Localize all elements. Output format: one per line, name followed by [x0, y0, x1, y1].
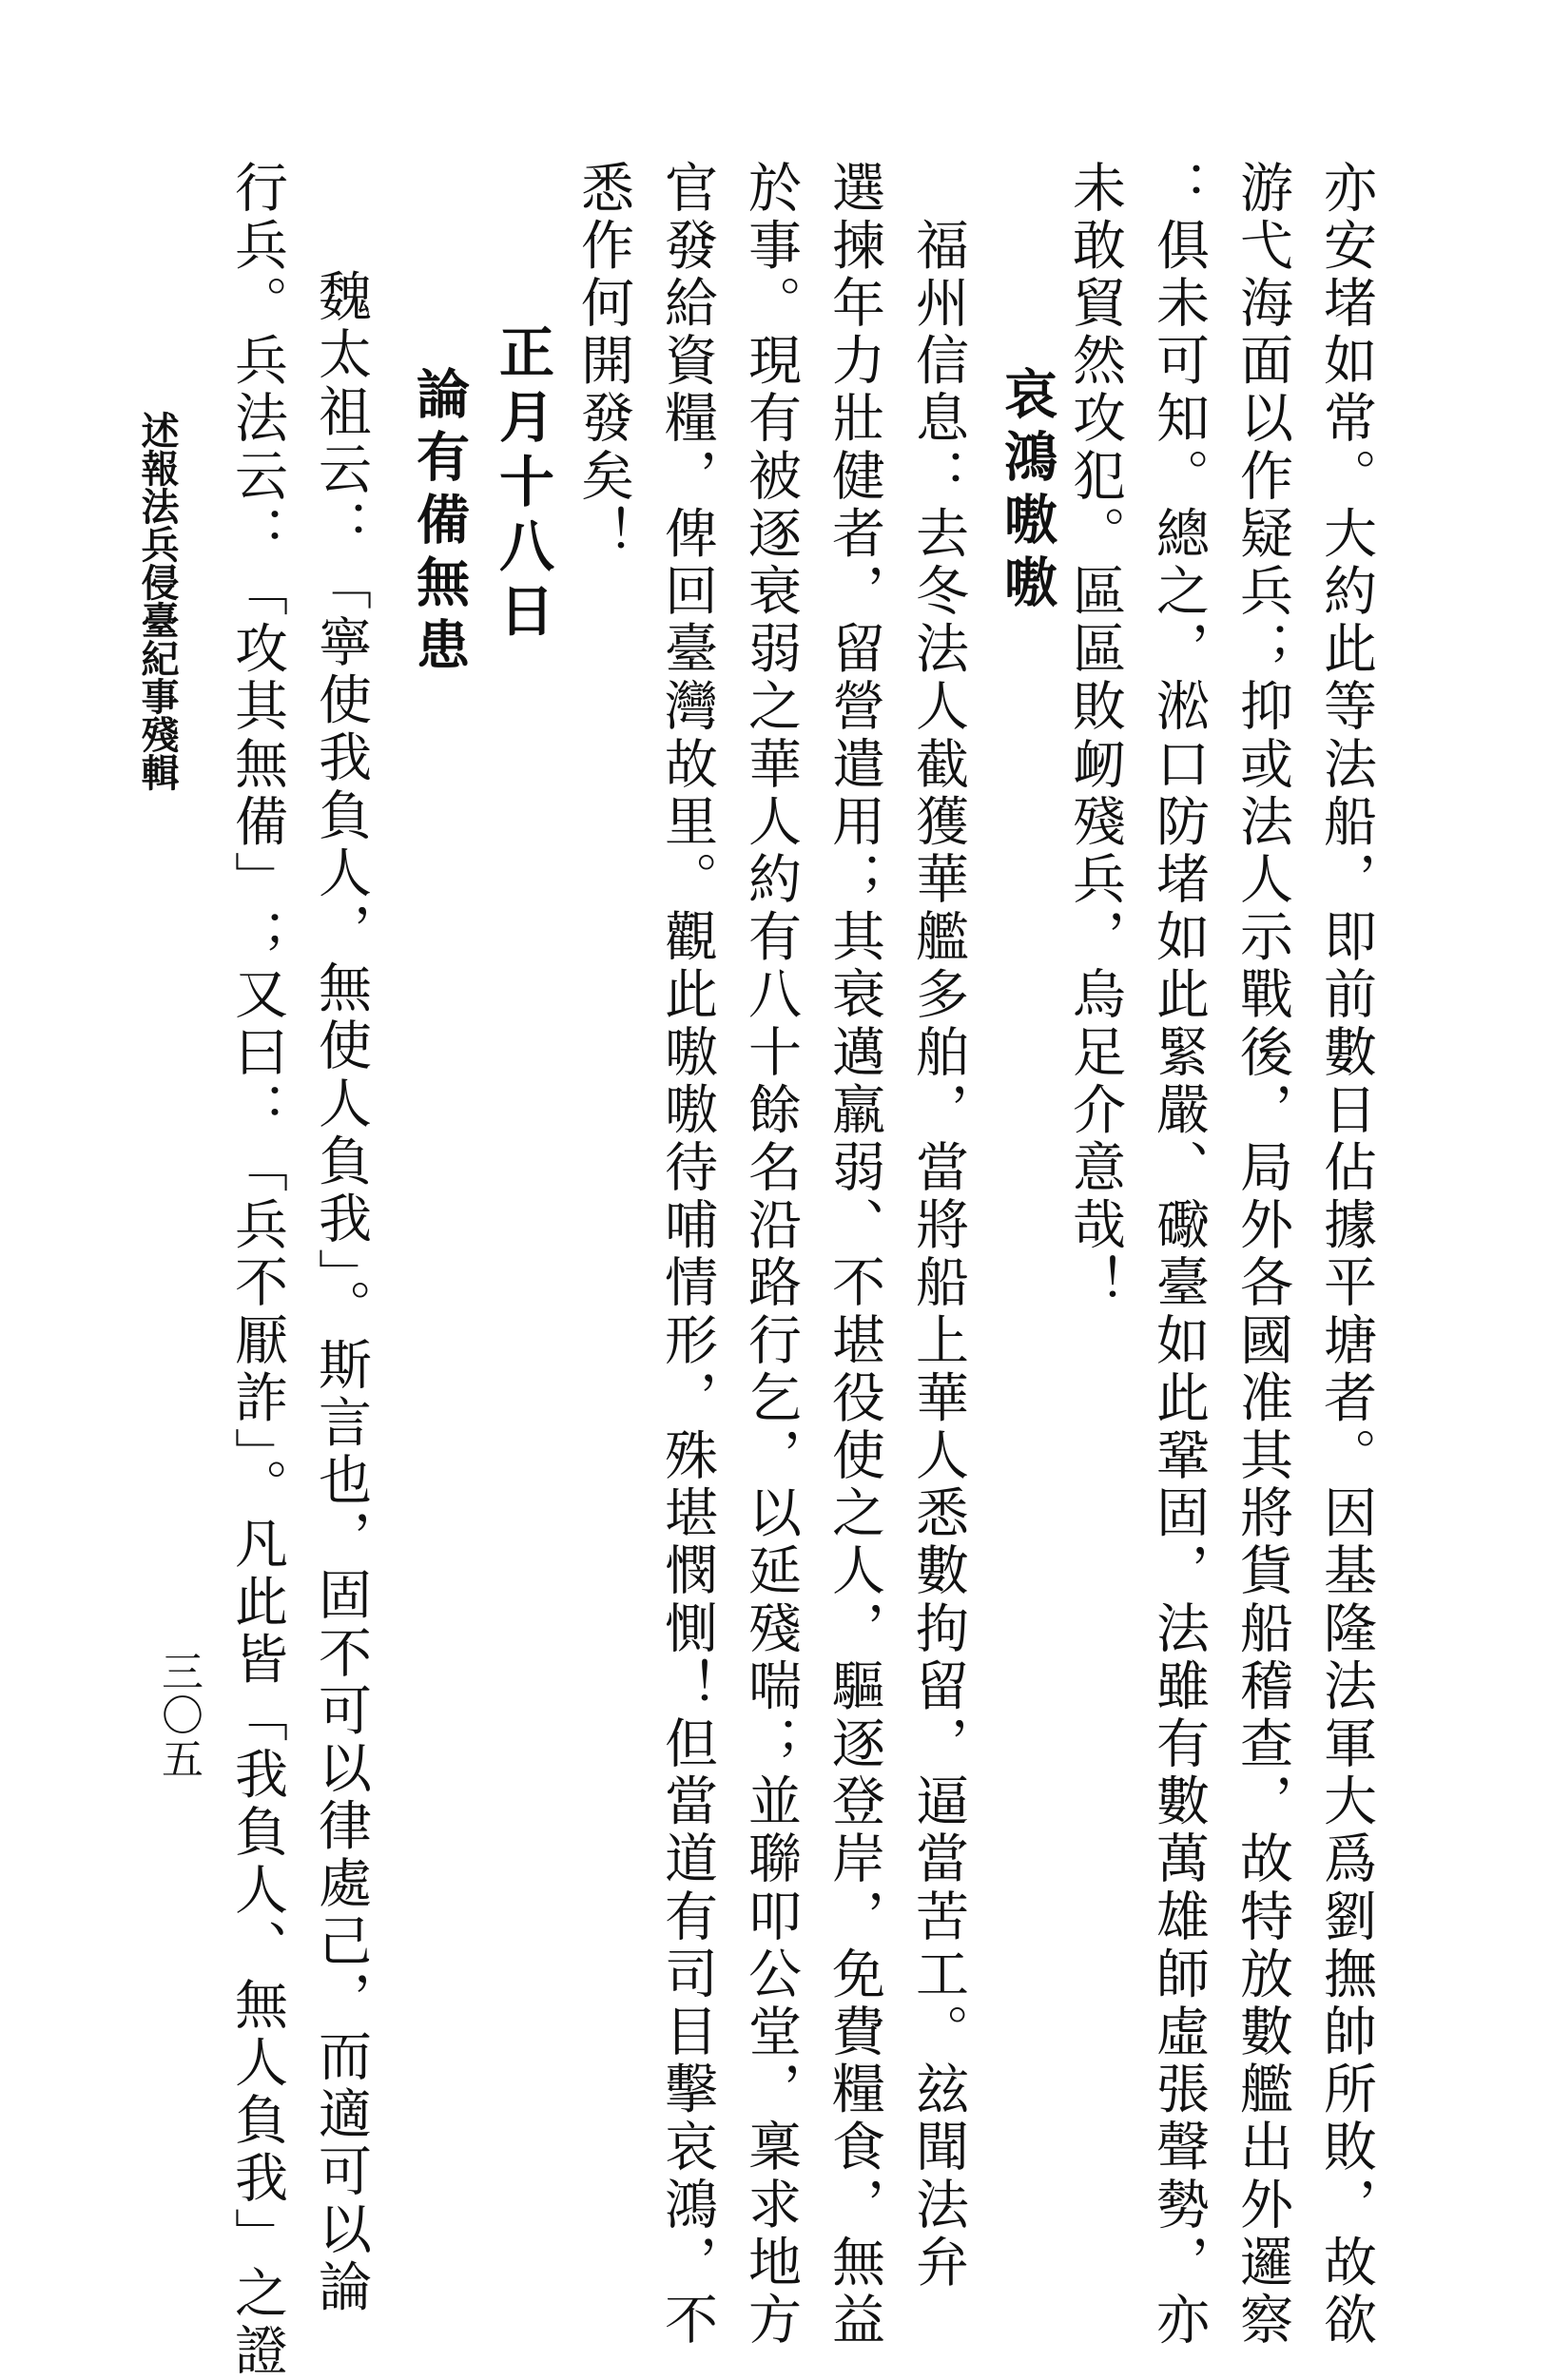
- text-column-2: 游弋海面以作疑兵；抑或法人示戰後，局外各國准其將貨船稽查，故特放數艦出外邏察: [1232, 160, 1293, 2350]
- section1-column-2: 選揀年力壯健者，留營遣用；其衰邁羸弱、不堪役使之人，驅逐登岸，免費糧食，無益: [824, 160, 885, 2350]
- section1-column-5: 悉作何開發矣！: [572, 160, 634, 564]
- section-heading-refugees: 哀鴻嗷嗷: [996, 366, 1058, 617]
- section1-column-3: 於事。現有被逐衰弱之華人約有八十餘名沿路行乞，以延殘喘；並聯叩公堂，稟求地方: [740, 160, 802, 2350]
- section-heading-preparedness: 論有備無患: [408, 366, 471, 680]
- page-number: 三〇五: [154, 1650, 203, 1781]
- running-footer-title: 述報法兵侵臺紀事殘輯: [135, 411, 180, 791]
- section1-column-1: 福州信息：去冬法人截獲華艦多舶，當將船上華人悉數拘留，逼當苦工。玆聞法弁: [907, 160, 969, 2293]
- text-column-1: 亦安堵如常。大約此等法船，即前數日佔據平塘者。因基隆法軍大爲劉撫帥所敗，故欲: [1315, 160, 1377, 2350]
- date-heading: 正月十八日: [490, 323, 554, 647]
- section2-column-1: 魏太祖云：「寧使我負人，無使人負我」。斯言也，固不可以律處己，而適可以論: [310, 211, 372, 2317]
- section2-column-2: 行兵。兵法云：「攻其無備」；又曰：「兵不厭詐」。凡此皆「我負人、無人負我」之證: [226, 160, 288, 2380]
- text-column-4: 未敢貿然攻犯。區區敗衂殘兵，烏足介意哉！: [1064, 160, 1126, 1312]
- section1-column-4: 官發給資糧，俾回臺灣故里。觀此嗷嗷待哺情形，殊堪憫惻！但當道有司目擊哀鴻，不: [656, 160, 718, 2350]
- text-column-3: ：俱未可知。總之，淞口防堵如此緊嚴、礮臺如此鞏固，法雖有數萬雄師虛張聲勢，亦: [1148, 160, 1210, 2350]
